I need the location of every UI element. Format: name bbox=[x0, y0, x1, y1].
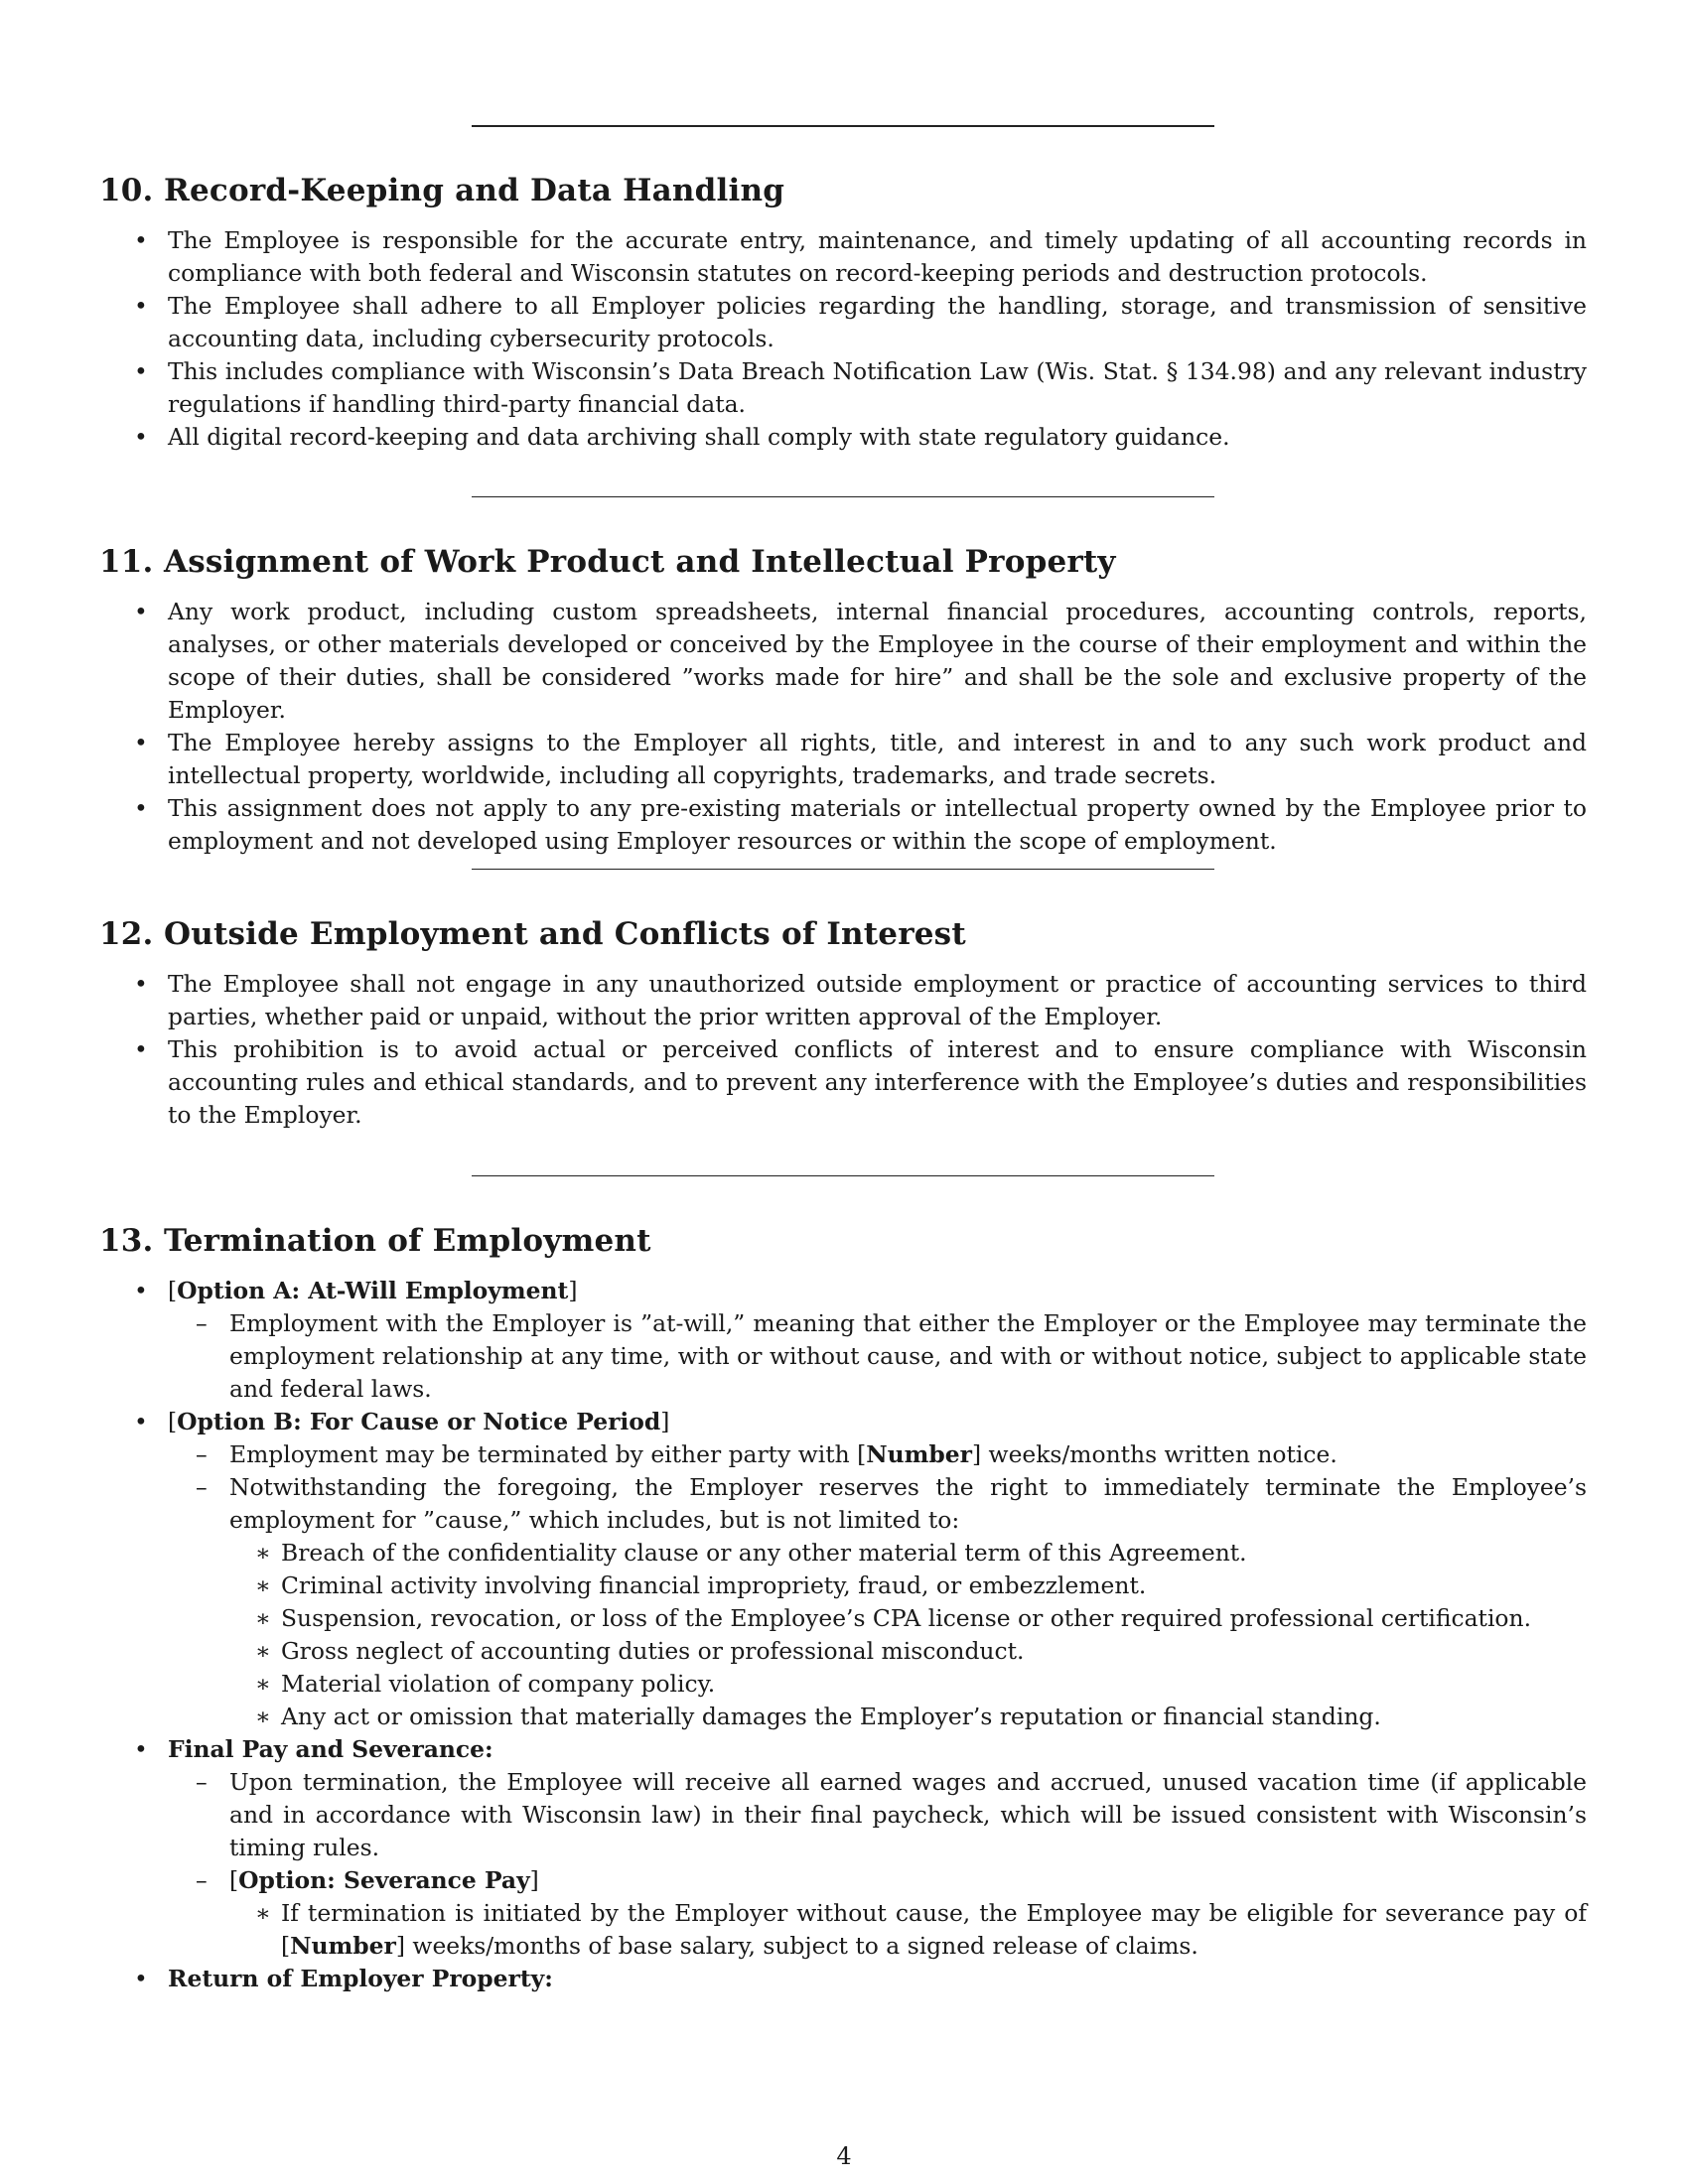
section-12 bbox=[99, 914, 1587, 1132]
bullet-list bbox=[99, 968, 1587, 1132]
section-number: 10. bbox=[99, 173, 154, 208]
list-item: • The Employee shall adhere to all Employer policies regarding the handling, storage, and transmission of sensitive accounting data, including cybersecurity protocols. bbox=[99, 290, 1587, 355]
list-item: • The Employee shall not engage in any unauthorized outside employment or practice of accounting services to third parties, whether paid or unpaid, without the prior written approval of the Employer. bbox=[99, 968, 1587, 1033]
list-item-final-pay bbox=[99, 1733, 1587, 1963]
placeholder-field: Number bbox=[290, 1932, 396, 1960]
section-divider bbox=[472, 1175, 1214, 1176]
section-title: Record-Keeping and Data Handling bbox=[164, 173, 785, 208]
list-item: • This assignment does not apply to any pre-existing materials or intellectual property owned by the Employee prior to employment and not developed using Employer resources or within the scope of employment. bbox=[99, 792, 1587, 858]
bullet-list bbox=[99, 1275, 1587, 1995]
section-10 bbox=[99, 171, 1587, 454]
cause-item: ∗ Any act or omission that materially damages the Employer’s reputation or financial standing. bbox=[229, 1701, 1587, 1733]
section-divider bbox=[472, 496, 1214, 497]
section-number: 11. bbox=[99, 544, 154, 580]
section-heading bbox=[99, 1221, 1587, 1261]
sub-list bbox=[168, 1307, 1587, 1406]
sub-list-item bbox=[168, 1864, 1587, 1963]
section-number: 13. bbox=[99, 1223, 154, 1259]
list-item: • Any work product, including custom spreadsheets, internal financial procedures, accounting controls, reports, analyses, or other materials developed or conceived by the Employee in the course of their employment and within the scope of their duties, shall be considered ”works made for hire” and shall be the sole and exclusive property of the Employer. bbox=[99, 596, 1587, 727]
list-item-return-property bbox=[99, 1963, 1587, 1995]
section-heading bbox=[99, 542, 1587, 582]
sub-list-item: – Upon termination, the Employee will receive all earned wages and accrued, unused vacation time (if applicable and in accordance with Wisconsin law) in their final paycheck, which will be issued consistent with Wisconsin’s timing rules. bbox=[168, 1766, 1587, 1864]
section-13 bbox=[99, 1221, 1587, 1995]
cause-item: ∗ Breach of the confidentiality clause or any other material term of this Agreement. bbox=[229, 1537, 1587, 1570]
placeholder-field: Number bbox=[866, 1440, 972, 1468]
option-label: [Option: Severance Pay] bbox=[229, 1866, 539, 1894]
sub-list-item: – Employment with the Employer is ”at-will,” meaning that either the Employer or the Employee may terminate the employment relationship at any time, with or without cause, and with or without notice, subject to applicable state and federal laws. bbox=[168, 1307, 1587, 1406]
cause-item: ∗ Material violation of company policy. bbox=[229, 1668, 1587, 1701]
option-label: [Option B: For Cause or Notice Period] bbox=[168, 1408, 670, 1435]
bullet-list bbox=[99, 224, 1587, 454]
section-title: Assignment of Work Product and Intellectual Property bbox=[164, 544, 1116, 580]
sub-list bbox=[168, 1438, 1587, 1733]
section-title: Outside Employment and Conflicts of Interest bbox=[164, 916, 966, 952]
list-item: • The Employee hereby assigns to the Employer all rights, title, and interest in and to any such work product and intellectual property, worldwide, including all copyrights, trademarks, and trade secrets. bbox=[99, 727, 1587, 792]
list-item: • This prohibition is to avoid actual or perceived conflicts of interest and to ensure compliance with Wisconsin accounting rules and ethical standards, and to prevent any interference with the Employee’s duties and responsibilities to the Employer. bbox=[99, 1033, 1587, 1132]
sub-list bbox=[168, 1766, 1587, 1963]
list-item-option-b bbox=[99, 1406, 1587, 1733]
sub-list-item: – Employment may be terminated by either party with [Number] weeks/months written notice. bbox=[168, 1438, 1587, 1471]
final-pay-label: Final Pay and Severance: bbox=[168, 1735, 493, 1763]
section-heading bbox=[99, 914, 1587, 954]
cause-item: ∗ Criminal activity involving financial impropriety, fraud, or embezzlement. bbox=[229, 1570, 1587, 1602]
cause-item: ∗ Suspension, revocation, or loss of the Employee’s CPA license or other required professional certification. bbox=[229, 1602, 1587, 1635]
section-title: Termination of Employment bbox=[164, 1223, 651, 1259]
list-item: • The Employee is responsible for the accurate entry, maintenance, and timely updating of all accounting records in compliance with both federal and Wisconsin statutes on record-keeping periods and destruction protocols. bbox=[99, 224, 1587, 290]
bullet-list bbox=[99, 596, 1587, 858]
severance-list bbox=[229, 1897, 1587, 1963]
section-divider bbox=[472, 869, 1214, 870]
section-11 bbox=[99, 542, 1587, 858]
list-item-option-a bbox=[99, 1275, 1587, 1406]
section-divider bbox=[472, 125, 1214, 127]
page-number: 4 bbox=[836, 2142, 852, 2170]
section-heading bbox=[99, 171, 1587, 210]
cause-item: ∗ Gross neglect of accounting duties or professional misconduct. bbox=[229, 1635, 1587, 1668]
return-property-label: Return of Employer Property: bbox=[168, 1965, 553, 1992]
cause-list bbox=[229, 1537, 1587, 1733]
option-label: [Option A: At-Will Employment] bbox=[168, 1277, 578, 1304]
section-number: 12. bbox=[99, 916, 154, 952]
list-item: • All digital record-keeping and data archiving shall comply with state regulatory guidance. bbox=[99, 421, 1587, 454]
severance-item: ∗ If termination is initiated by the Employer without cause, the Employee may be eligible for severance pay of [Number] weeks/months of base salary, subject to a signed release of claims. bbox=[229, 1897, 1587, 1963]
sub-list-item: – Notwithstanding the foregoing, the Employer reserves the right to immediately terminate the Employee’s employment for ”cause,” which includes, but is not limited to: ∗ Breach of the confidentiality clause or any other material term of this Agreement. ∗ Criminal activity involving financial impropriety, fraud, or embezzlement. ∗ Suspension, revocation, or loss of the Employee’s CPA license or other required professional certification. ∗ Gross neglect of accounting duties or professional misconduct. ∗ Material violation of company policy. ∗ Any act or omission that materially damages the Employer’s reputation or financial standing. bbox=[168, 1471, 1587, 1733]
list-item: • This includes compliance with Wisconsin’s Data Breach Notification Law (Wis. Stat. § 134.98) and any relevant industry regulations if handling third-party financial data. bbox=[99, 355, 1587, 421]
